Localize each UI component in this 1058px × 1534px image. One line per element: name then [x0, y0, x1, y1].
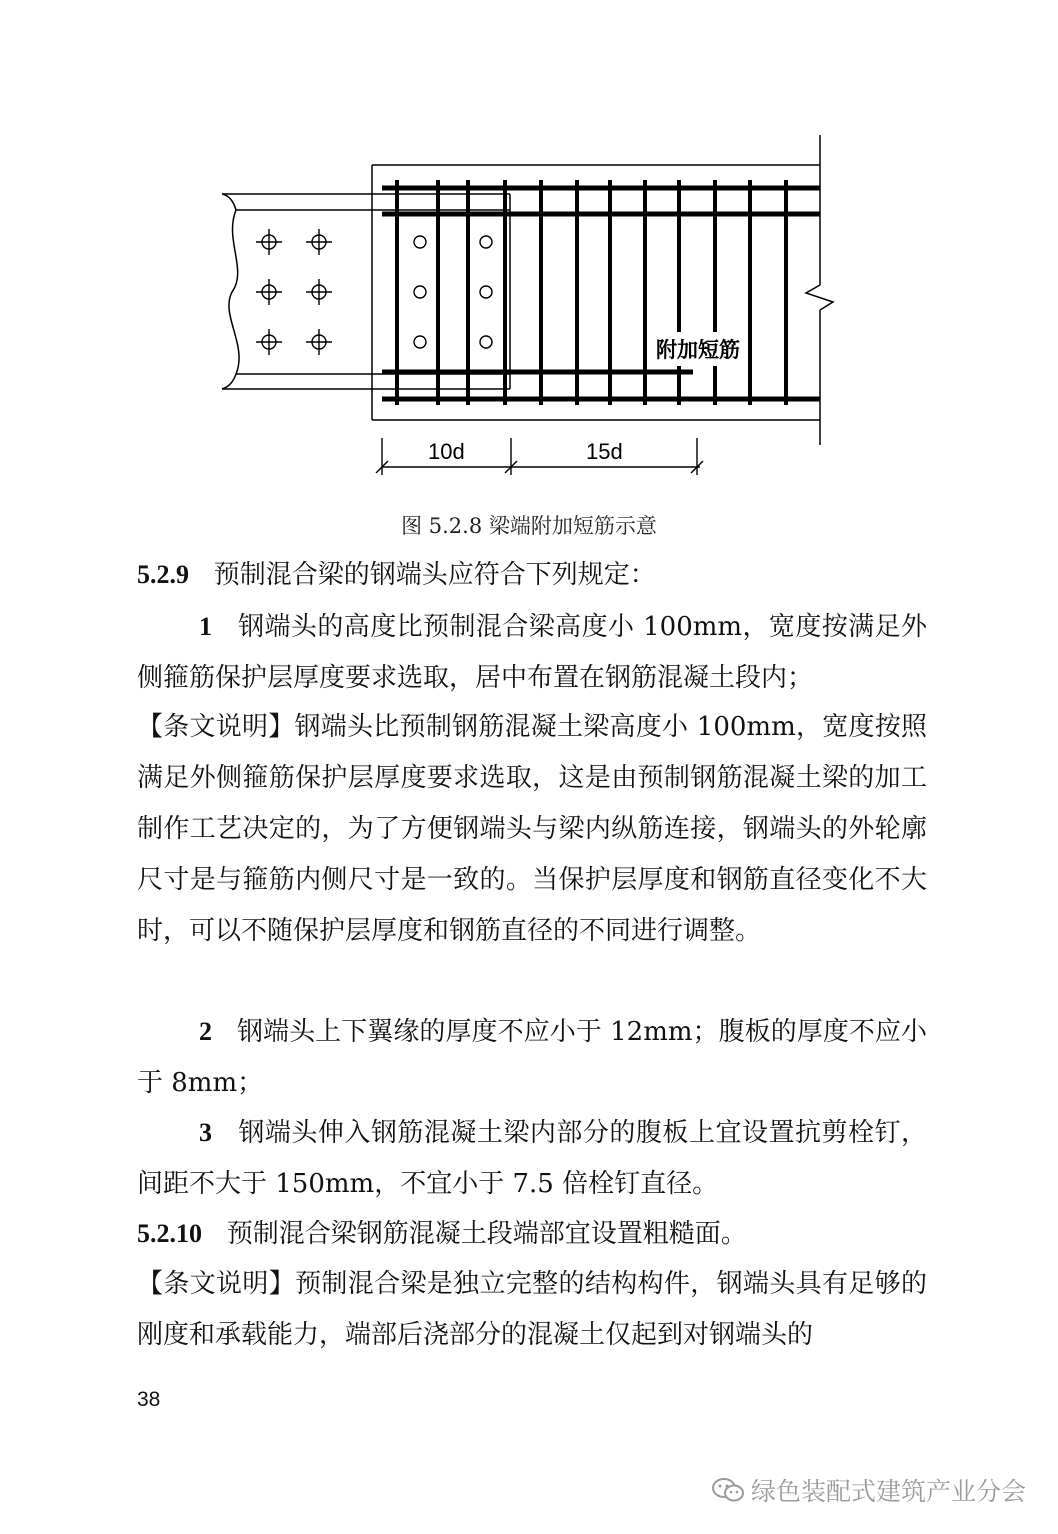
longitudinal-bars — [382, 188, 820, 399]
clause-5-2-9 — [137, 549, 927, 601]
clause-number: 5.2.9 — [137, 560, 189, 589]
item-2 — [137, 1006, 927, 1109]
clause-text: 预制混合梁钢筋混凝土段端部宜设置粗糙面。 — [226, 1219, 747, 1249]
item-1 — [137, 601, 927, 704]
item-text: 钢端头上下翼缘的厚度不应小于 12mm；腹板的厚度不应小于 8mm； — [137, 1017, 927, 1098]
commentary-tag: 【条文说明】 — [137, 712, 295, 742]
watermark-text: 绿色装配式建筑产业分会 — [750, 1477, 1026, 1506]
dimension-10d: 10d — [428, 439, 465, 464]
commentary-2 — [137, 1259, 927, 1361]
item-text: 钢端头的高度比预制混合梁高度小 100mm，宽度按满足外侧箍筋保护层厚度要求选取，居中布置在钢筋混凝土段内； — [137, 612, 928, 693]
additional-short-bar-label: 附加短筋 — [656, 338, 740, 362]
page-number: 38 — [137, 1388, 161, 1411]
item-number: 1 — [199, 612, 212, 641]
clause-number: 5.2.10 — [137, 1219, 202, 1248]
beam-end-rebar-figure — [0, 0, 1058, 500]
shear-studs — [414, 236, 492, 348]
watermark — [711, 1472, 1026, 1508]
dimension-15d: 15d — [586, 439, 623, 464]
commentary-text: 钢端头比预制钢筋混凝土梁高度小 100mm，宽度按照满足外侧箍筋保护层厚度要求选取，这是由预制钢筋混凝土梁的加工制作工艺决定的，为了方便钢端头与梁内纵筋连接，钢端头的外轮廓尺寸是与箍筋内侧尺寸是一致的。当保护层厚度和钢筋直径变化不大时，可以不随保护层厚度和钢筋直径的不同进行调整。 — [137, 712, 927, 946]
bolt-group — [256, 229, 332, 355]
clause-text: 预制混合梁的钢端头应符合下列规定： — [213, 560, 656, 590]
commentary-tag: 【条文说明】 — [137, 1269, 296, 1299]
item-number: 2 — [199, 1017, 212, 1046]
commentary-1 — [137, 702, 927, 957]
wechat-icon — [711, 1476, 745, 1504]
dimension-line — [376, 438, 703, 475]
item-text: 钢端头伸入钢筋混凝土梁内部分的腹板上宜设置抗剪栓钉，间距不大于 150mm，不宜小于 7.5 倍栓钉直径。 — [137, 1118, 927, 1199]
commentary-text: 预制混合梁是独立完整的结构构件，钢端头具有足够的刚度和承载能力，端部后浇部分的混凝土仅起到对钢端头的 — [137, 1269, 927, 1350]
item-3 — [137, 1107, 927, 1210]
figure-caption: 图 5.2.8 梁端附加短筋示意 — [401, 514, 657, 538]
clause-5-2-10 — [137, 1208, 927, 1260]
item-number: 3 — [199, 1118, 212, 1147]
